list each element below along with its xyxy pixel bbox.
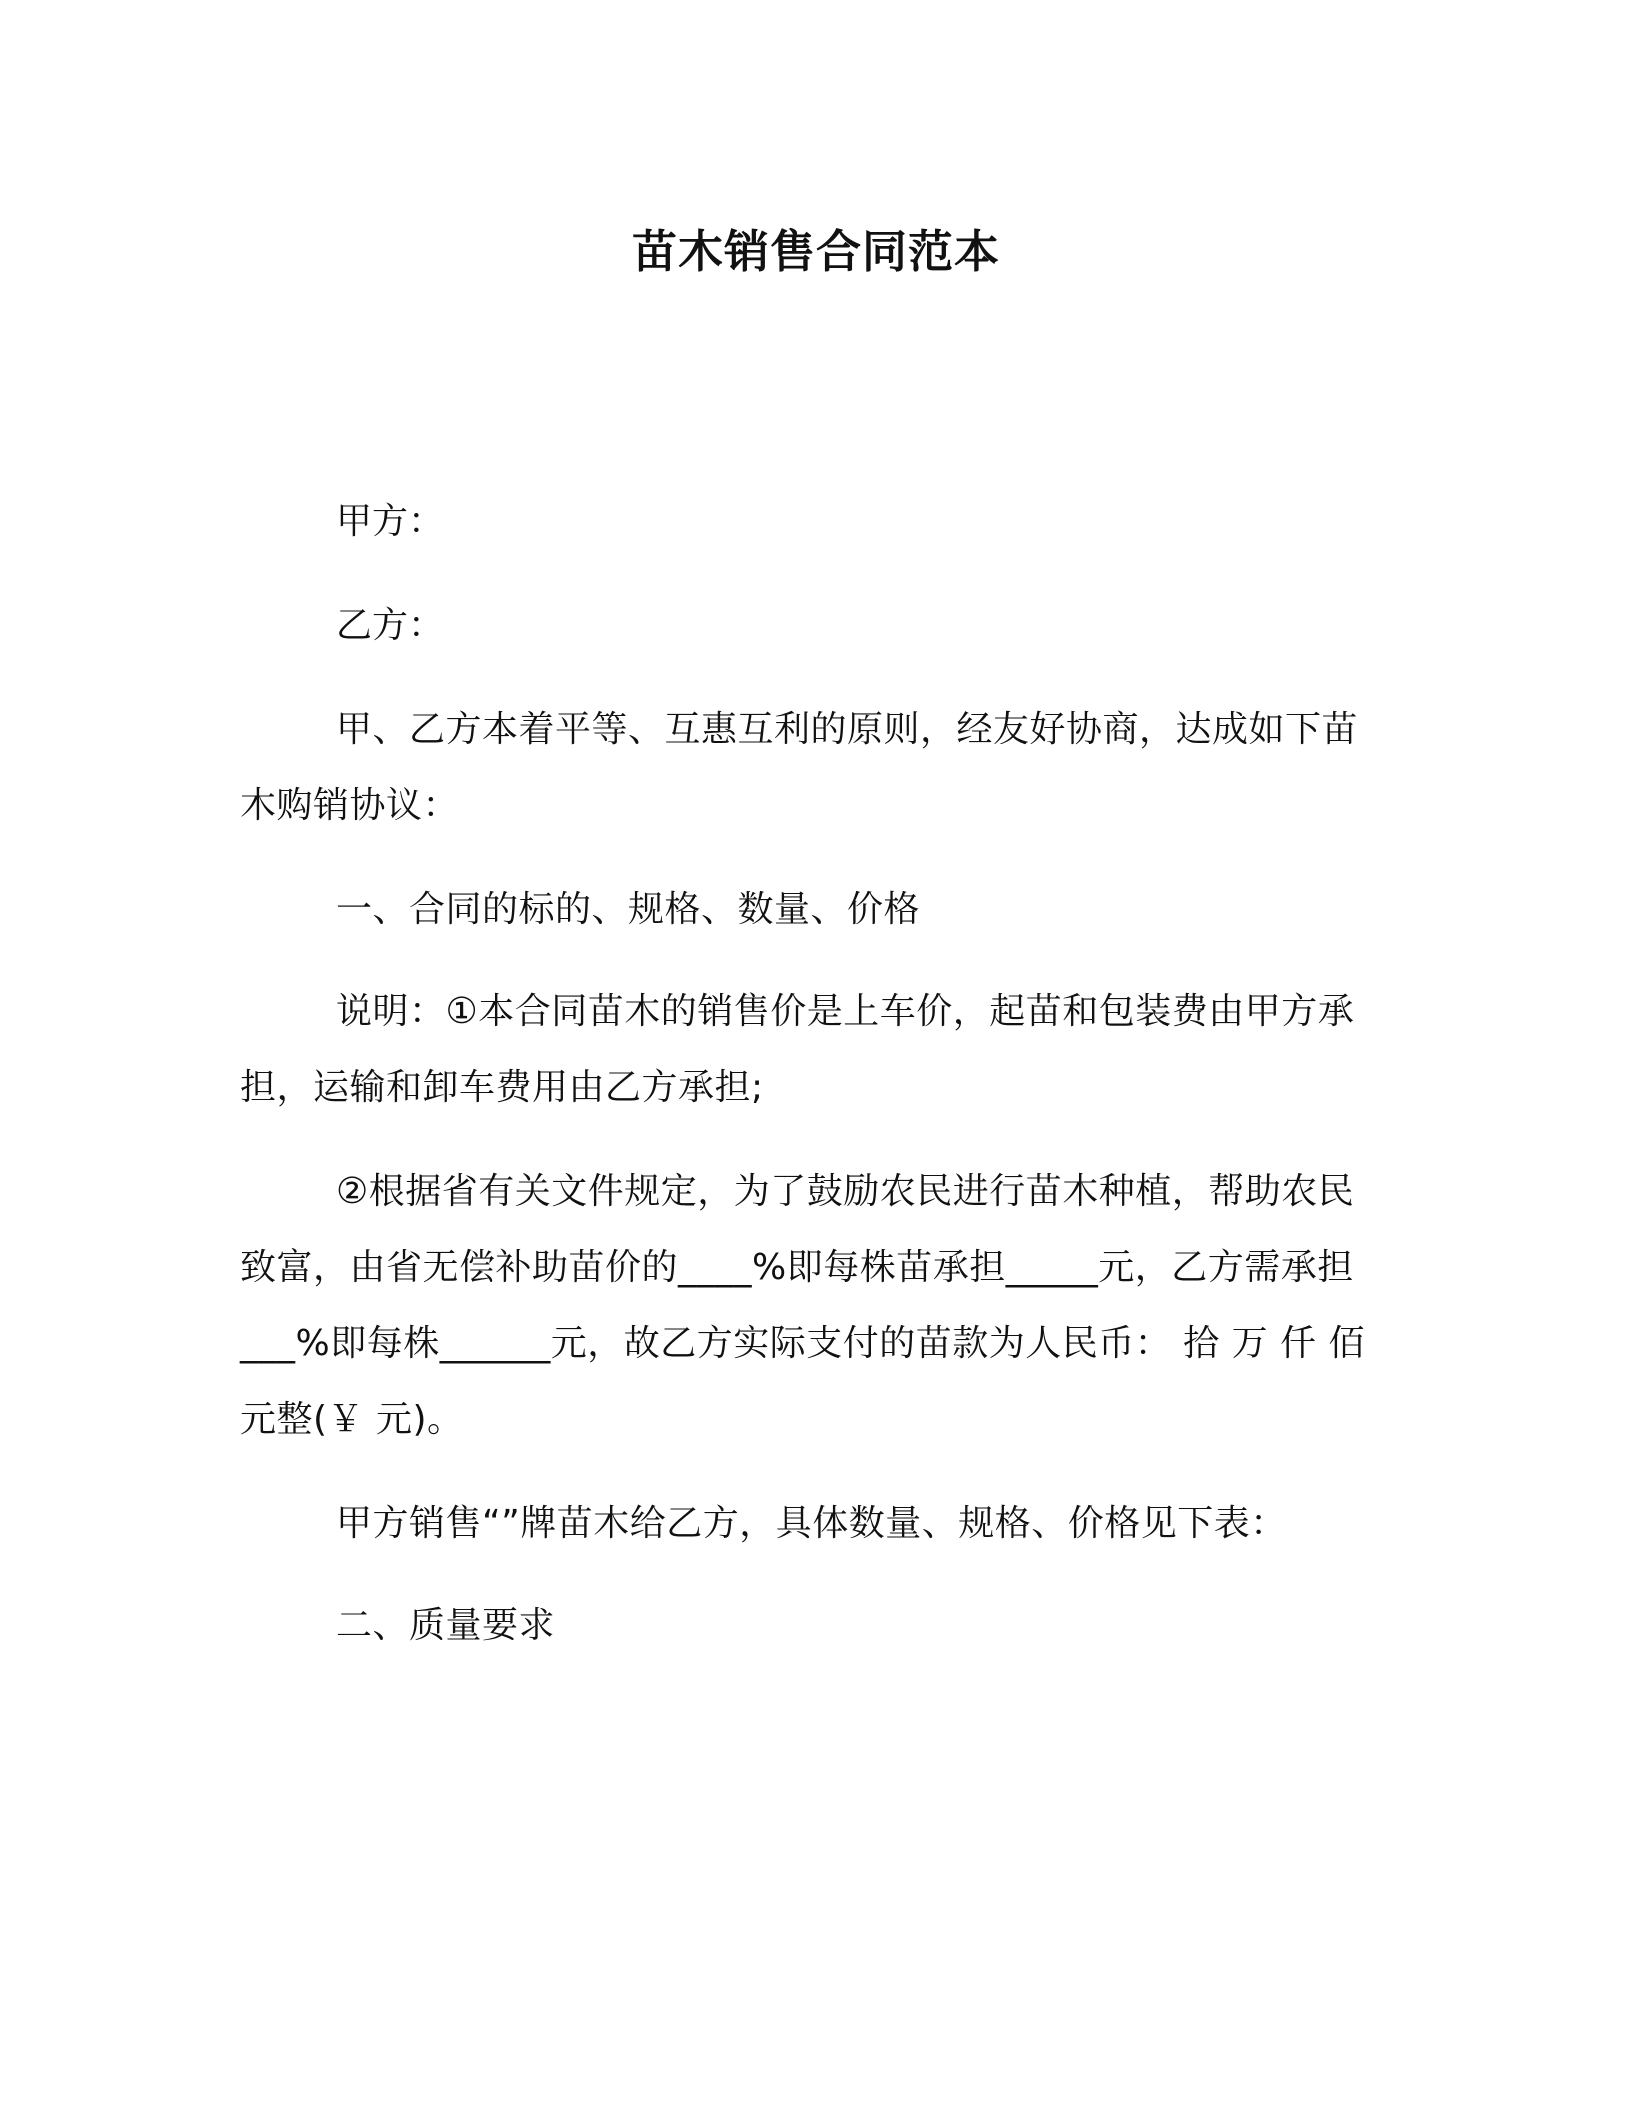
section-2-heading: 二、质量要求 [336, 1605, 556, 1646]
document-title: 苗木销售合同范本 [631, 225, 1000, 278]
section-1-heading: 一、合同的标的、规格、数量、价格 [336, 889, 921, 930]
note-1-paragraph: 说明：①本合同苗木的销售价是上车价，起苗和包装费由甲方承担，运输和卸车费用由乙方承担; [240, 991, 1355, 1108]
party-a-label: 甲方： [336, 501, 445, 542]
note-2-paragraph: ②根据省有关文件规定，为了鼓励农民进行苗木种植，帮助农民致富，由省无偿补助苗价的____%即每株苗承担_____元，乙方需承担___%即每株______元，故乙方实际支付的苗款为人民币： 拾 万 仟 佰 元整(￥ 元)。 [240, 1171, 1365, 1440]
sale-statement-paragraph: 甲方销售“”牌苗木给乙方，具体数量、规格、价格见下表： [336, 1503, 1287, 1544]
intro-paragraph: 甲、乙方本着平等、互惠互利的原则，经友好协商，达成如下苗木购销协议： [240, 709, 1359, 826]
party-b-label: 乙方： [336, 605, 445, 646]
